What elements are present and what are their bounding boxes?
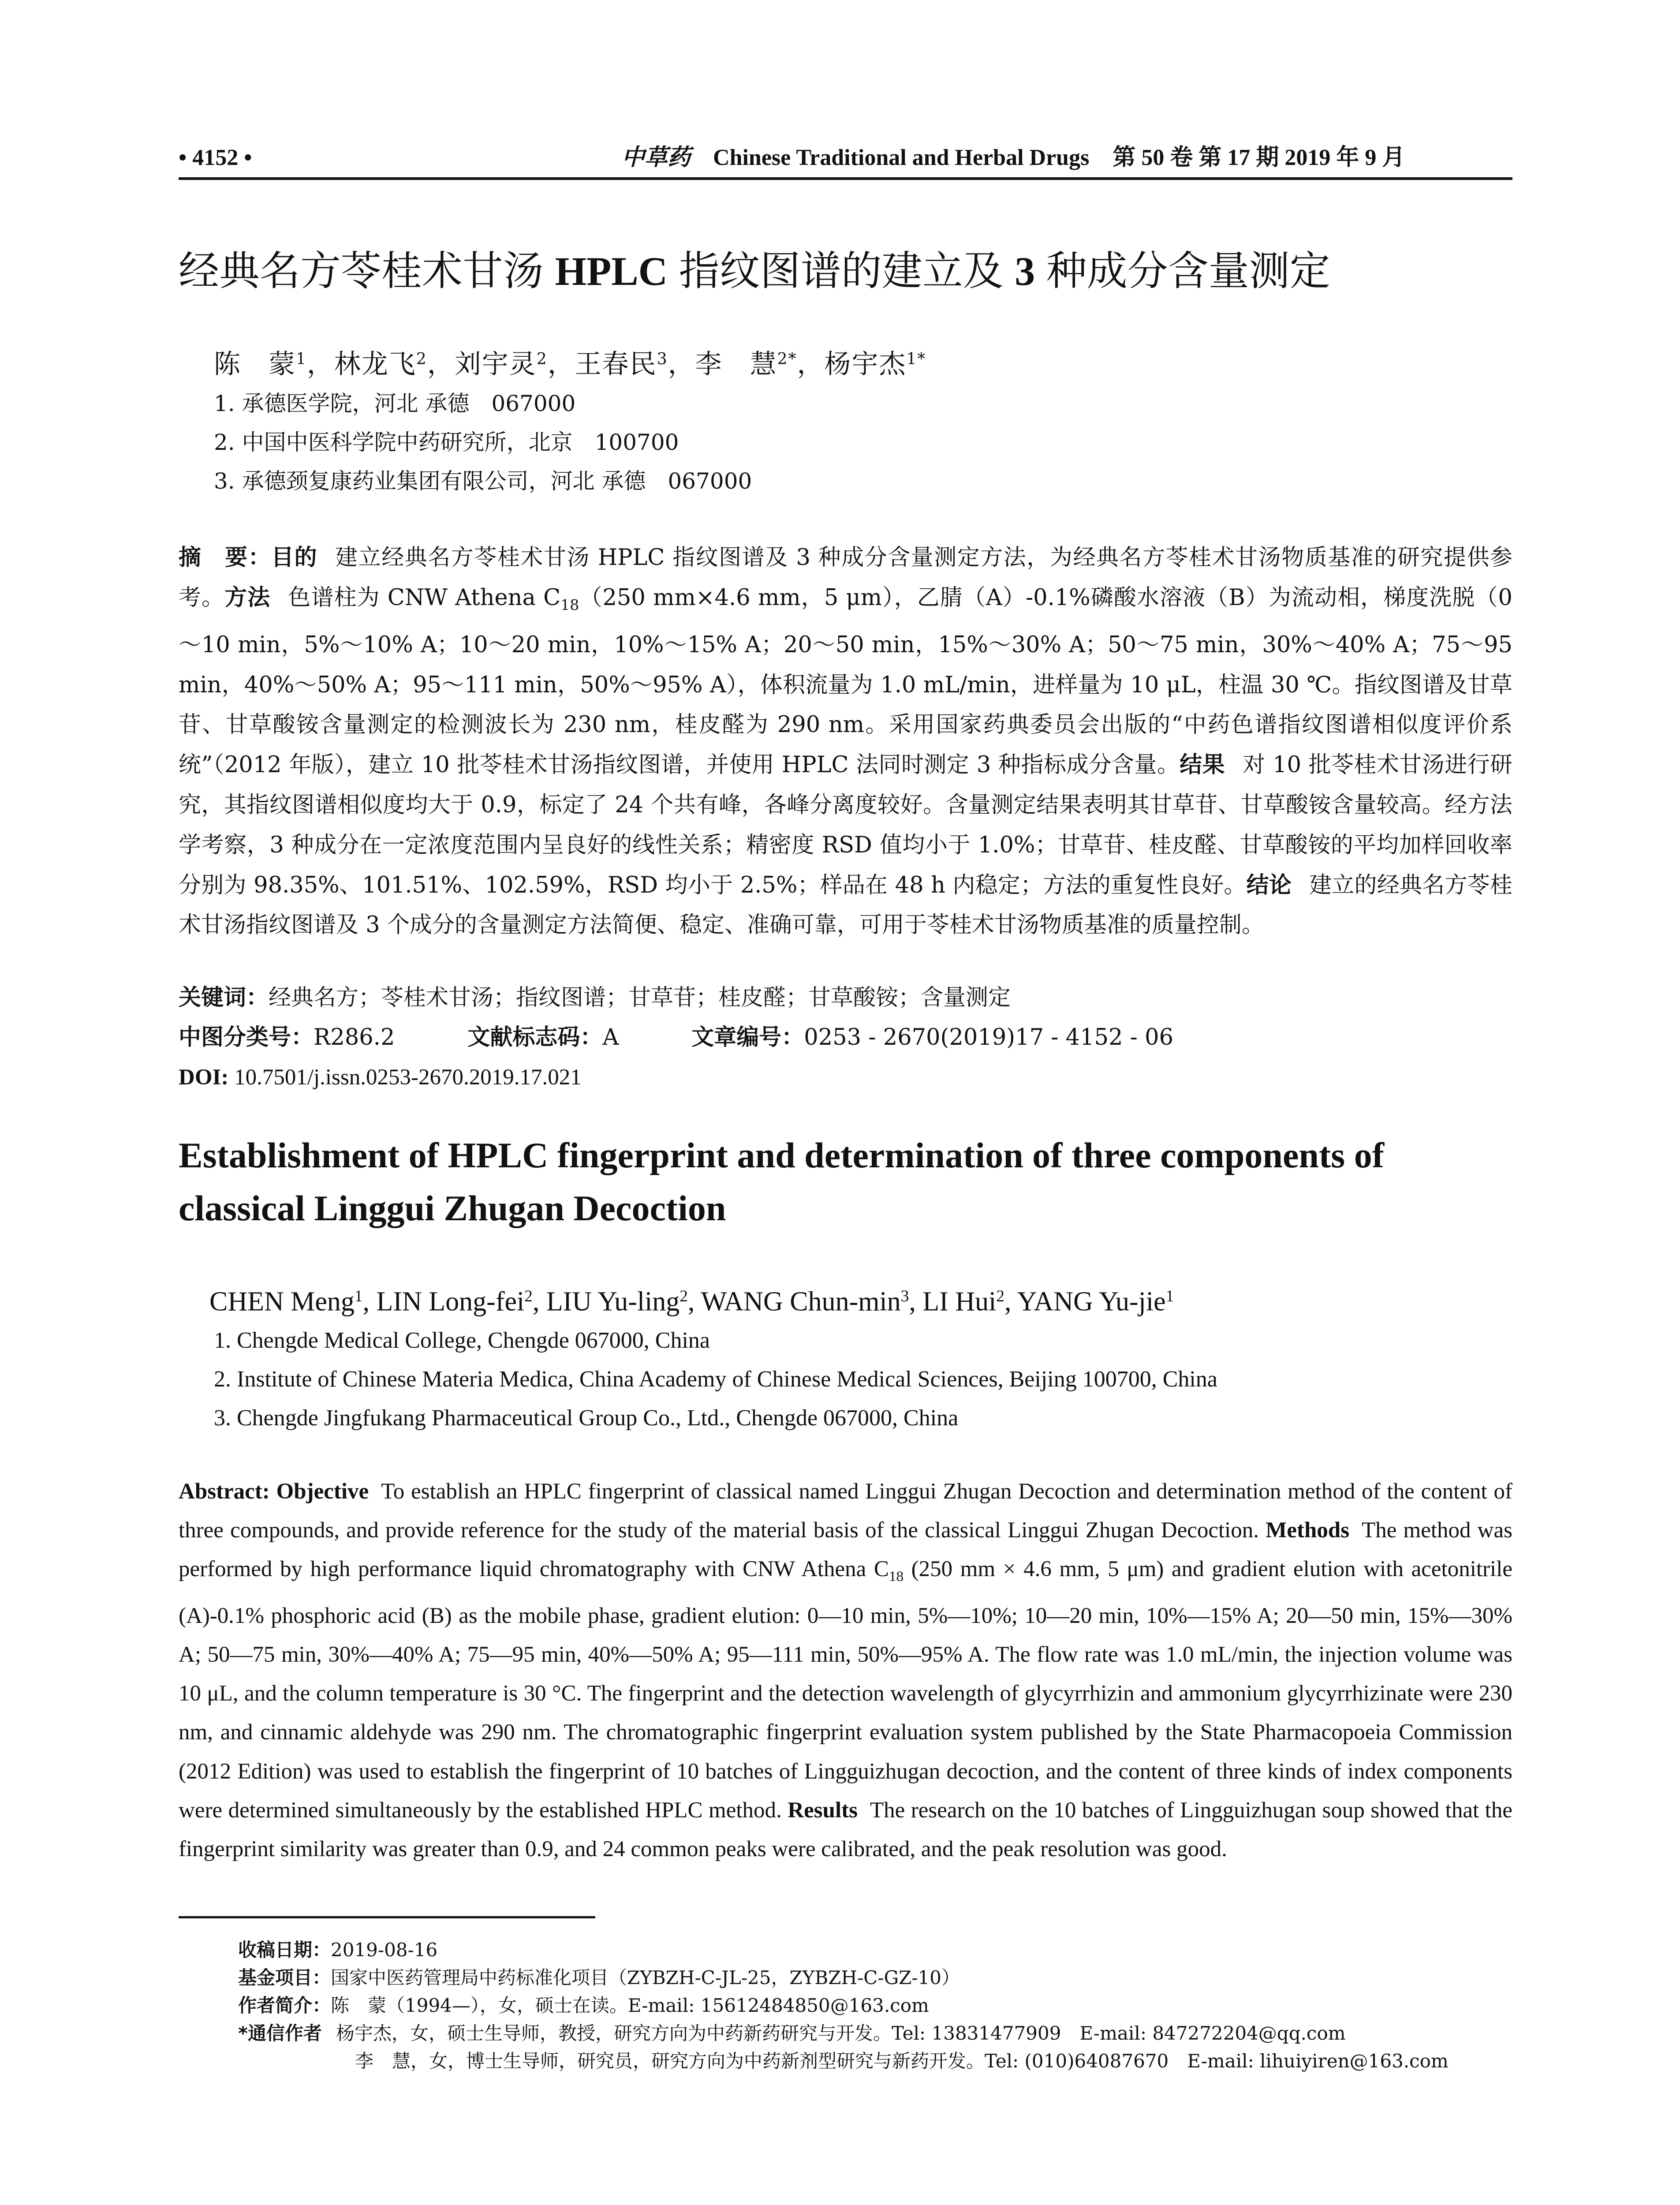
conclusion-label: 结论	[1246, 872, 1292, 898]
footnote-corresponding-2: 李 慧，女，博士生导师，研究员，研究方向为中药新剂型研究与新药开发。Tel: (010)64087670 E-mail: lihuiyiren@163.com	[355, 2050, 1449, 2072]
methods-text-en: The method was performed by high performance liquid chromatography with CNW Athena C	[179, 1518, 1512, 1582]
affiliation-en-3: 3. Chengde Jingfukang Pharmaceutical Group Co., Ltd., Chengde 067000, China	[214, 1405, 959, 1431]
author-zh: 杨宇杰	[824, 348, 907, 380]
affiliation-zh-2: 2. 中国中医科学院中药研究所，北京 100700	[214, 430, 679, 455]
affiliation-zh-1: 1. 承德医学院，河北 承德 067000	[214, 391, 576, 416]
footnote-rule	[179, 1916, 595, 1918]
footnote-received: 收稿日期：2019-08-16	[238, 1939, 438, 1961]
results-text: 对 10 批苓桂术甘汤进行研究，其指纹图谱相似度均大于 0.9，标定了 24 个共有峰，各峰分离度较好。含量测定结果表明其甘草苷、甘草酸铵含量较高。经方法学考察，3 种成分在一定浓度范围内呈良好的线性关系；精密度 RSD 值均小于 1.0%；甘草苷、桂皮醛、甘草酸铵的平均加样回收率分别为 98.35%、101.51%、102.59%，RSD 均小于 2.5%；样品在 48 h 内稳定；方法的重复性良好。	[179, 752, 1512, 898]
affiliation-en-2: 2. Institute of Chinese Materia Medica, China Academy of Chinese Medical Sciences, Beijing 100700, China	[214, 1367, 1217, 1392]
conclusion-text: 建立的经典名方苓桂术甘汤指纹图谱及 3 个成分的含量测定方法简便、稳定、准确可靠，可用于苓桂术甘汤物质基准的质量控制。	[179, 872, 1512, 938]
journal-name-cn: 中草药	[622, 145, 691, 170]
journal-name	[622, 140, 1405, 176]
footnote-fund: 基金项目：国家中医药管理局中药标准化项目（ZYBZH-C-JL-25，ZYBZH-C-GZ-10）	[238, 1967, 960, 1988]
methods-label: 方法	[224, 584, 271, 611]
running-header	[179, 140, 1512, 176]
affiliation-en-1: 1. Chengde Medical College, Chengde 067000, China	[214, 1328, 710, 1353]
title-zh: 经典名方苓桂术甘汤 HPLC 指纹图谱的建立及 3 种成分含量测定	[179, 249, 1330, 294]
classification: 中图分类号：R286.2 文献标志码：A 文章编号：0253 - 2670(2019)17 - 4152 - 06	[179, 1024, 1174, 1050]
methods-text: 色谱柱为 CNW Athena C	[288, 584, 561, 611]
authors-zh: 陈 蒙$^1$，林龙飞$^2$，刘宇灵$^2$，王春民$^3$，李 慧$^{2*}$，杨宇杰$^{1*}$	[214, 348, 926, 380]
header-rule	[179, 177, 1512, 180]
objective-label: 目的	[271, 545, 318, 571]
journal-name-en: Chinese Traditional and Herbal Drugs	[713, 145, 1090, 170]
objective-text: 建立经典名方苓桂术甘汤 HPLC 指纹图谱及 3 种成分含量测定方法，为经典名方苓桂术甘汤物质基准的研究提供参考。	[179, 545, 1512, 611]
author-zh: 王春民	[575, 348, 657, 380]
keywords: 关键词：经典名方；苓桂术甘汤；指纹图谱；甘草苷；桂皮醛；甘草酸铵；含量测定	[179, 985, 1011, 1011]
results-label: 结果	[1180, 752, 1225, 778]
methods-label-en: Methods	[1266, 1518, 1350, 1543]
footnote-corresponding: *通信作者 杨宇杰，女，硕士生导师，教授，研究方向为中药新药研究与开发。Tel: 13831477909 E-mail: 847272204@qq.com	[238, 2022, 1346, 2044]
author-zh: 李 慧	[695, 348, 777, 380]
abstract-zh: 摘 要：目的 建立经典名方苓桂术甘汤 HPLC 指纹图谱及 3 种成分含量测定方法，为经典名方苓桂术甘汤物质基准的研究提供参考。方法 色谱柱为 CNW Athena $C_{18}(250$ mm×4.6 mm，5 μm），乙腈（A）-0.1%磷酸水溶液（B）为流动相，梯度洗脱（0～10 min，5%～10% A；10～20 min，10%～15% A；20～50 min，15%～30% A；50～75 min，30%～40% A；75～95 min，40%～50% A；95～111 min，50%～95% A），体积流量为 1.0 mL/min，进样量为 10 μL，柱温 30 ℃。指纹图谱及甘草苷、甘草酸铵含量测定的检测波长为 230 nm，桂皮醛为 290 nm。采用国家药典委员会出版的“中药色谱指纹图谱相似度评价系统”（2012 年版），建立 10 批苓桂术甘汤指纹图谱，并使用 HPLC 法同时测定 3 种指标成分含量。结果 对 10 批苓桂术甘汤进行研究，其指纹图谱相似度均大于 0.9，标定了 24 个共有峰，各峰分离度较好。含量测定结果表明其甘草苷、甘草酸铵含量较高。经方法学考察，3 种成分在一定浓度范围内呈良好的线性关系；精密度 RSD 值均小于 1.0%；甘草苷、桂皮醛、甘草酸铵的平均加样回收率分别为 98.35%、101.51%、102.59%，RSD 均小于 2.5%；样品在 48 h 内稳定；方法的重复性良好。结论 建立的经典名方苓桂术甘汤指纹图谱及 3 个成分的含量测定方法简便、稳定、准确可靠，可用于苓桂术甘汤物质基准的质量控制。	[179, 545, 1512, 938]
doi: DOI: 10.7501/j.issn.0253-2670.2019.17.021	[179, 1065, 582, 1090]
author-zh: 林龙飞	[334, 348, 416, 380]
results-label-en: Results	[788, 1798, 858, 1823]
journal-issue: 第 50 卷 第 17 期 2019 年 9 月	[1113, 145, 1405, 170]
title-en: Establishment of HPLC fingerprint and determination of three components of classical Linggui Zhugan Decoction	[179, 1135, 1385, 1228]
affiliation-zh-3: 3. 承德颈复康药业集团有限公司，河北 承德 067000	[214, 468, 752, 494]
author-zh: 陈 蒙	[214, 348, 296, 380]
page-number: • 4152 •	[179, 145, 252, 170]
results-text-en: The research on the 10 batches of Lingguizhugan soup showed that the fingerprint similarity was greater than 0.9, and 24 common peaks were calibrated, and the peak resolution was good.	[179, 1798, 1512, 1862]
footnote-bio: 作者简介：陈 蒙（1994—），女，硕士在读。E-mail: 15612484850@163.com	[238, 1995, 929, 2016]
author-zh: 刘宇灵	[454, 348, 537, 380]
abstract-en: Abstract: Objective To establish an HPLC fingerprint of classical named Linggui Zhugan Decoction and determination method of the content of three compounds, and provide reference for the study of the material basis of the classical Linggui Zhugan Decoction. Methods The method was performed by high performance liquid chromatography with CNW Athena $C_{18}$ (250 mm × 4.6 mm, 5 μm) and gradient elution with acetonitrile (A)-0.1% phosphoric acid (B) as the mobile phase, gradient elution: 0—10 min, 5%—10%; 10—20 min, 10%—15% A; 20—50 min, 15%—30% A; 50—75 min, 30%—40% A; 75—95 min, 40%—50% A; 95—111 min, 50%—95% A. The flow rate was 1.0 mL/min, the injection volume was 10 μL, and the column temperature is 30 °C. The fingerprint and the detection wavelength of glycyrrhizin and ammonium glycyrrhizinate were 230 nm, and cinnamic aldehyde was 290 nm. The chromatographic fingerprint evaluation system published by the State Pharmacopoeia Commission (2012 Edition) was used to establish the fingerprint of 10 batches of Lingguizhugan decoction, and the content of three kinds of index components were determined simultaneously by the established HPLC method. Results The research on the 10 batches of Lingguizhugan soup showed that the fingerprint similarity was greater than 0.9, and 24 common peaks were calibrated, and the peak resolution was good.	[179, 1479, 1513, 1862]
abstract-en-label: Abstract: Objective	[179, 1479, 369, 1504]
authors-en: CHEN Meng$^1$, LIN Long-fei$^2$, LIU Yu-ling$^2$, WANG Chun-$\min^3$, LI Hui$^2$, YANG Yu-jie$^1$	[209, 1286, 1174, 1317]
abstract-zh-label: 摘 要：	[179, 545, 272, 571]
objective-text-en: To establish an HPLC fingerprint of classical named Linggui Zhugan Decoction and determination method of the content of three compounds, and provide reference for the study of the material basis of the classical Linggui Zhugan Decoction.	[179, 1479, 1513, 1543]
